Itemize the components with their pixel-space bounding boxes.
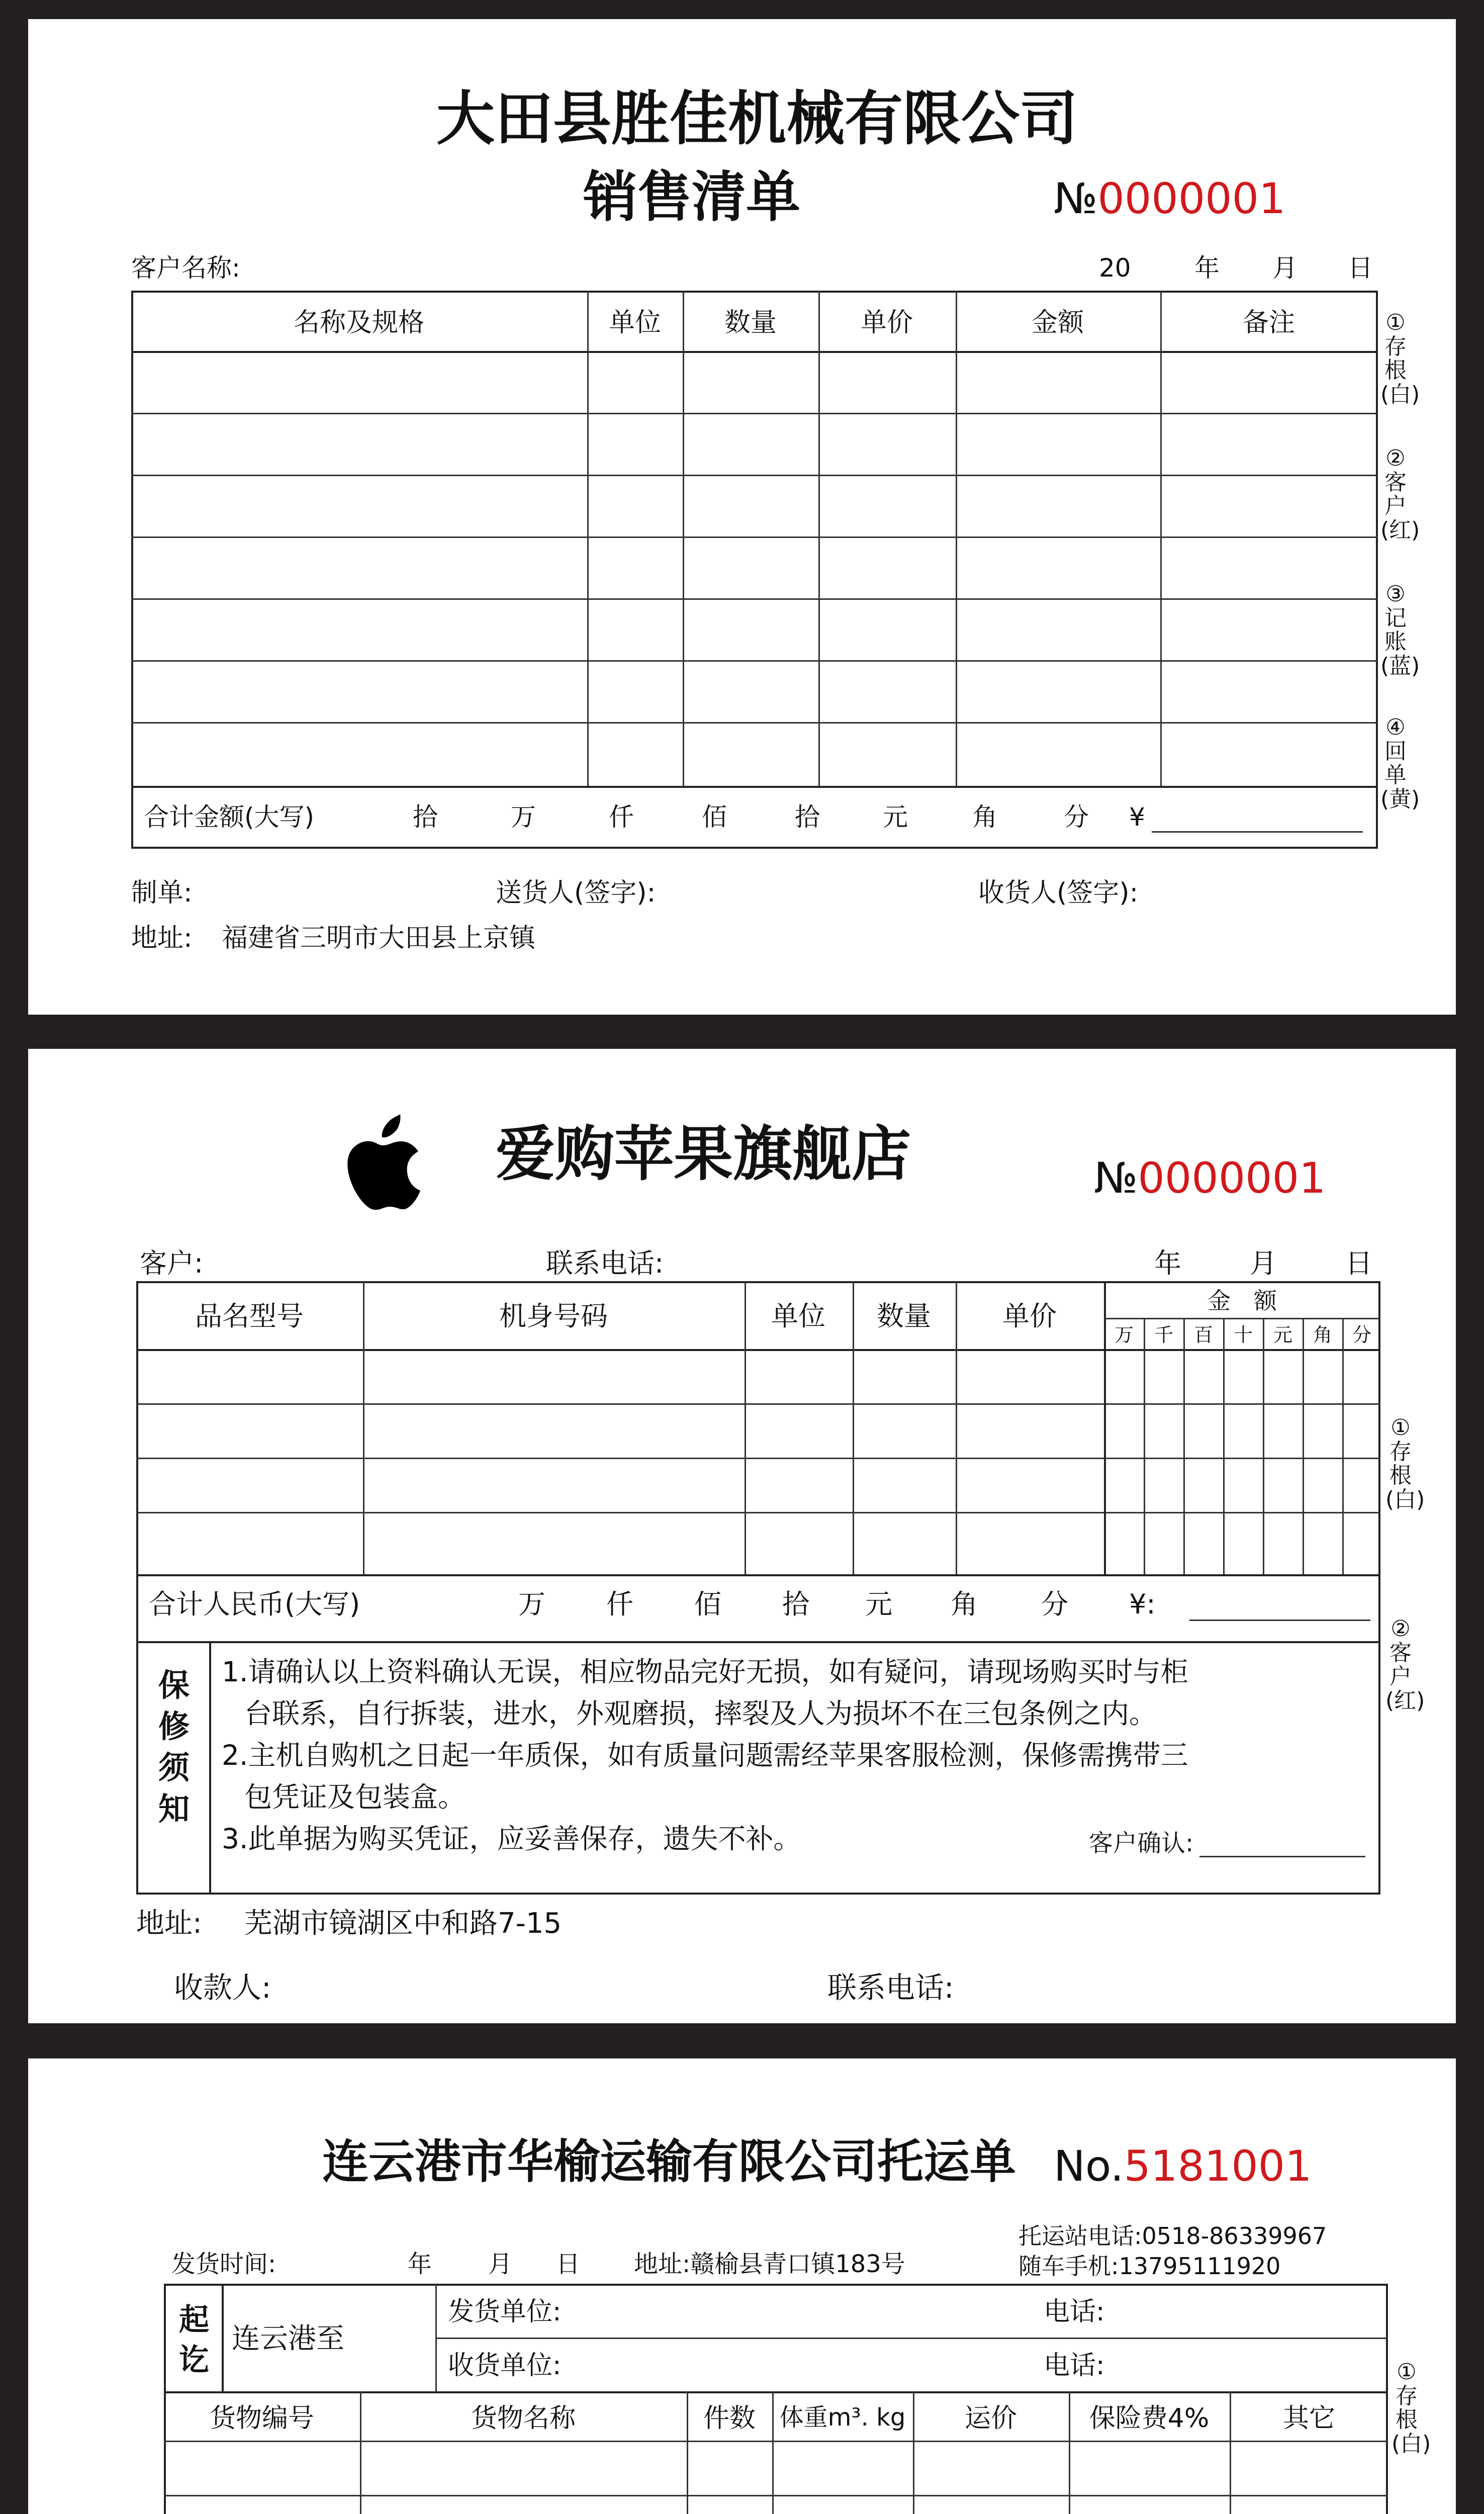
driver-phone: 随车手机:13795111920 xyxy=(1018,2253,1281,2280)
col-serial: 机身号码 xyxy=(499,1300,608,1332)
warranty-line: 1.请确认以上资料确认无误，相应物品完好无损，如有疑问，请现场购买时与柜 xyxy=(222,1656,1188,1688)
copy-label-stub: ①存根(白) xyxy=(1385,1415,1425,1512)
col-weight-volume: 体重m³. kg xyxy=(779,2403,906,2432)
date-yue: 月 xyxy=(488,2250,513,2278)
col-quantity: 数量 xyxy=(877,1300,931,1332)
serial-number: №0000001 xyxy=(1094,1153,1326,1203)
col-amount: 金额 xyxy=(1031,308,1084,338)
sender-tel-label: 电话: xyxy=(1044,2297,1105,2327)
station-phone: 托运站电话:0518-86339967 xyxy=(1018,2222,1327,2250)
unit-fen: 分 xyxy=(1041,1588,1068,1620)
qizhi-label: 起讫 xyxy=(179,2302,209,2378)
unit-qian: 仟 xyxy=(609,802,634,832)
company-name: 大田县胜佳机械有限公司 xyxy=(436,84,1078,153)
date-nian: 年 xyxy=(408,2250,432,2278)
address-label: 地址: xyxy=(131,923,193,953)
digit-shi: 十 xyxy=(1233,1324,1253,1346)
company-title: 连云港市华榆运输有限公司托运单 xyxy=(322,2135,1016,2189)
maker-label: 制单: xyxy=(131,878,193,908)
col-quantity: 数量 xyxy=(724,308,777,338)
address-value: 福建省三明市大田县上京镇 xyxy=(222,923,536,953)
address-value: 芜湖市镜湖区中和路7-15 xyxy=(244,1907,562,1940)
col-name-spec: 名称及规格 xyxy=(293,308,425,338)
unit-yuan: 元 xyxy=(865,1588,892,1620)
digit-yuan: 元 xyxy=(1273,1324,1293,1346)
ship-time-label: 发货时间: xyxy=(171,2250,276,2278)
col-cargo-no: 货物编号 xyxy=(209,2403,315,2434)
unit-fen: 分 xyxy=(1064,802,1089,832)
col-unit-price: 单价 xyxy=(860,308,913,338)
receiver-tel-label: 电话: xyxy=(1044,2351,1105,2381)
warranty-line: 台联系，自行拆装，进水，外观磨损，摔裂及人为损坏不在三包条例之内。 xyxy=(244,1697,1157,1730)
col-remark: 备注 xyxy=(1242,308,1295,338)
apple-store-receipt xyxy=(28,1049,1456,2023)
unit-shi1: 拾 xyxy=(413,802,438,832)
digit-jiao: 角 xyxy=(1313,1324,1333,1346)
unit-shi: 拾 xyxy=(782,1588,809,1620)
payee-label: 收款人: xyxy=(174,1970,271,2005)
phone-label: 联系电话: xyxy=(546,1247,664,1279)
unit-qian: 仟 xyxy=(606,1588,633,1620)
unit-wan: 万 xyxy=(518,1588,545,1620)
col-amount: 金 额 xyxy=(1208,1287,1277,1314)
warranty-line: 2.主机自购机之日起一年质保，如有质量问题需经苹果客服检测，保修需携带三 xyxy=(222,1739,1188,1771)
receiver-label: 收货单位: xyxy=(448,2351,562,2381)
date-nian: 年 xyxy=(1194,253,1220,283)
date-nian: 年 xyxy=(1154,1247,1181,1279)
copy-label-accounting: ③记账(蓝) xyxy=(1380,581,1420,679)
total-label: 合计金额(大写) xyxy=(144,802,315,832)
col-freight-rate: 运价 xyxy=(964,2403,1017,2434)
copy-label-stub: ①存根(白) xyxy=(1380,310,1420,407)
address: 地址:赣榆县青口镇183号 xyxy=(634,2250,905,2278)
form-title: 销售清单 xyxy=(583,165,801,229)
date-ri: 日 xyxy=(556,2250,581,2278)
col-cargo-name: 货物名称 xyxy=(471,2403,576,2434)
customer-confirm-label: 客户确认: xyxy=(1089,1829,1194,1857)
sales-table xyxy=(131,291,1378,849)
warranty-line: 3.此单据为购买凭证，应妥善保存，遗失不补。 xyxy=(222,1823,801,1855)
date-ri: 日 xyxy=(1348,253,1373,283)
warranty-title: 保修须知 xyxy=(158,1667,190,1827)
date-yue: 月 xyxy=(1272,253,1297,283)
waybill-table xyxy=(164,2284,1388,2514)
serial-number: №0000001 xyxy=(1054,174,1286,223)
warranty-line: 包凭证及包装盒。 xyxy=(244,1781,466,1813)
shipping-waybill xyxy=(28,2058,1456,2514)
digit-wan: 万 xyxy=(1114,1324,1134,1346)
contact-phone-label: 联系电话: xyxy=(827,1970,954,2005)
copy-label-stub: ①存根(白) xyxy=(1392,2359,1431,2457)
customer-label: 客户: xyxy=(140,1247,204,1279)
unit-bai: 佰 xyxy=(694,1588,721,1620)
deliverer-label: 送货人(签字): xyxy=(496,878,656,908)
total-label: 合计人民币(大写) xyxy=(149,1588,360,1620)
sender-label: 发货单位: xyxy=(448,2297,562,2327)
yen-sign: ¥: xyxy=(1129,1588,1156,1620)
serial-number: No.5181001 xyxy=(1054,2141,1312,2191)
apple-logo-icon xyxy=(345,1114,420,1210)
yen-sign: ¥ xyxy=(1129,802,1145,832)
unit-wan: 万 xyxy=(511,802,536,832)
unit-yuan: 元 xyxy=(883,802,908,832)
digit-qian: 千 xyxy=(1154,1324,1174,1346)
receiver-label: 收货人(签字): xyxy=(978,878,1139,908)
col-unit-price: 单价 xyxy=(1002,1300,1057,1332)
col-model: 品名型号 xyxy=(195,1300,304,1332)
col-pieces: 件数 xyxy=(703,2403,756,2434)
digit-fen: 分 xyxy=(1352,1324,1372,1346)
sales-list-form xyxy=(28,19,1456,1015)
unit-jiao: 角 xyxy=(972,802,997,832)
col-insurance: 保险费4% xyxy=(1089,2403,1210,2434)
unit-bai: 佰 xyxy=(702,802,727,832)
col-unit: 单位 xyxy=(771,1300,825,1332)
date-ri: 日 xyxy=(1345,1247,1372,1279)
copy-label-customer: ②客户(红) xyxy=(1385,1616,1425,1714)
copy-label-receipt: ④回单(黄) xyxy=(1380,714,1420,812)
shop-name: 爱购苹果旗舰店 xyxy=(496,1119,911,1189)
date-year: 20 xyxy=(1099,253,1131,283)
date-yue: 月 xyxy=(1250,1247,1277,1279)
unit-jiao: 角 xyxy=(951,1588,978,1620)
route-value: 连云港至 xyxy=(232,2322,344,2355)
address-label: 地址: xyxy=(136,1907,202,1940)
copy-label-customer: ②客户(红) xyxy=(1380,445,1420,543)
customer-label: 客户名称: xyxy=(131,253,240,283)
digit-bai: 百 xyxy=(1193,1324,1214,1346)
col-unit: 单位 xyxy=(608,308,662,338)
col-other: 其它 xyxy=(1282,2403,1336,2434)
unit-shi2: 拾 xyxy=(795,802,820,832)
